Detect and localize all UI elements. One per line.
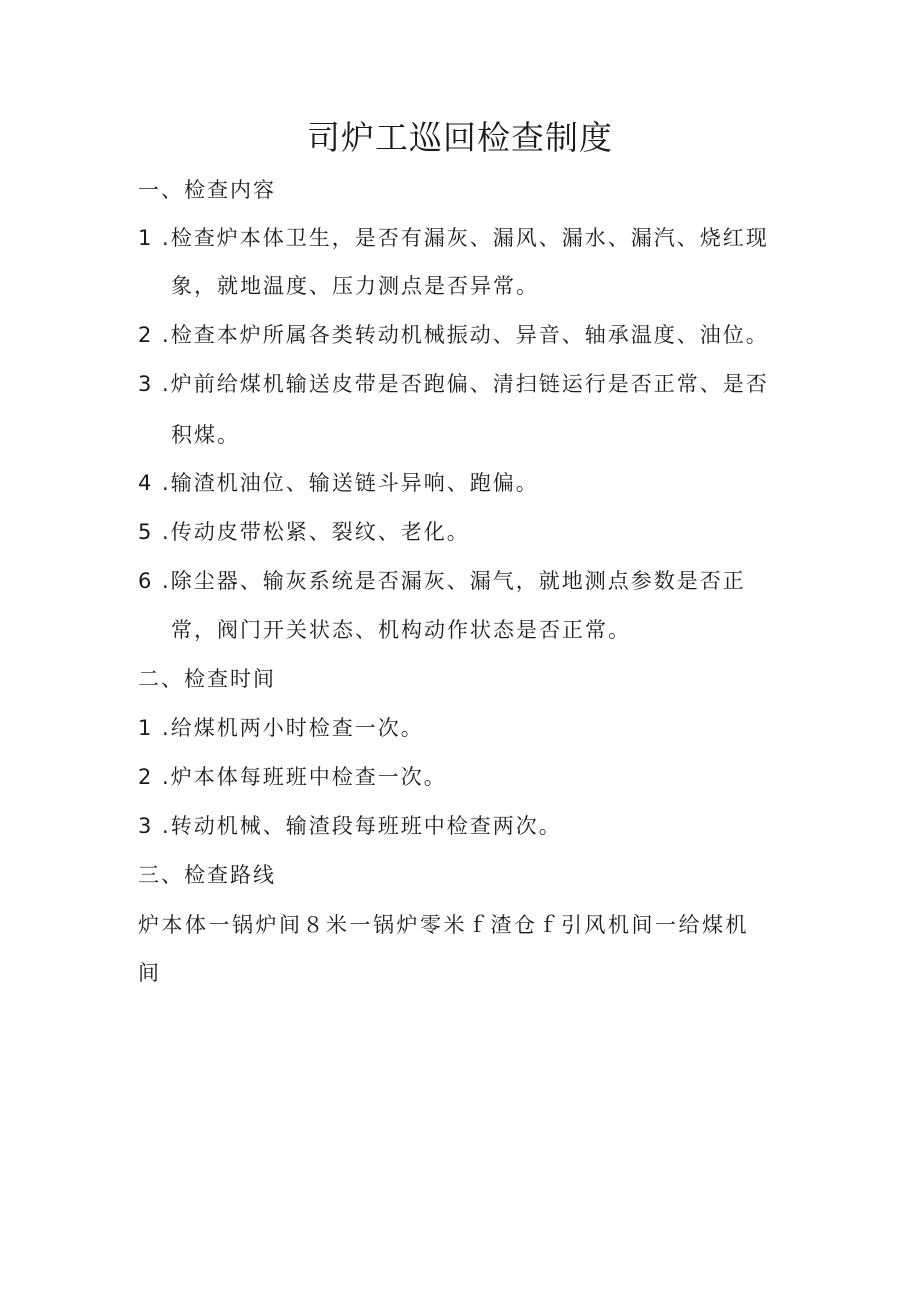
time-item-2: 2 .炉本体每班班中检查一次。 bbox=[138, 765, 447, 789]
content-item-3-line-1: 3 .炉前给煤机输送皮带是否跑偏、清扫链运行是否正常、是否 bbox=[138, 372, 769, 396]
section-heading-content: 一、检查内容 bbox=[138, 178, 276, 202]
route-line-2: 间 bbox=[138, 961, 162, 985]
content-item-6-line-2: 常，阀门开关状态、机构动作状态是否正常。 bbox=[171, 618, 631, 642]
content-item-1-line-1: 1 .检查炉本体卫生，是否有漏灰、漏风、漏水、漏汽、烧红现 bbox=[138, 226, 769, 250]
route-line-1: 炉本体一锅炉间８米一锅炉零米ｆ渣仓ｆ引风机间一给煤机 bbox=[138, 913, 749, 937]
content-item-5: 5 .传动皮带松紧、裂纹、老化。 bbox=[138, 520, 470, 544]
content-item-6-line-1: 6 .除尘器、输灰系统是否漏灰、漏气，就地测点参数是否正 bbox=[138, 569, 746, 593]
section-heading-route: 三、检查路线 bbox=[138, 863, 276, 887]
content-item-3-line-2: 积煤。 bbox=[171, 423, 240, 447]
section-heading-time: 二、检查时间 bbox=[138, 667, 276, 691]
content-item-1-line-2: 象，就地温度、压力测点是否异常。 bbox=[171, 274, 539, 298]
content-item-4: 4 .输渣机油位、输送链斗异响、跑偏。 bbox=[138, 471, 539, 495]
document-title: 司炉工巡回检查制度 bbox=[307, 118, 613, 157]
time-item-3: 3 .转动机械、输渣段每班班中检查两次。 bbox=[138, 814, 562, 838]
content-item-2: 2 .检查本炉所属各类转动机械振动、异音、轴承温度、油位。 bbox=[138, 323, 769, 347]
time-item-1: 1 .给煤机两小时检查一次。 bbox=[138, 716, 424, 740]
